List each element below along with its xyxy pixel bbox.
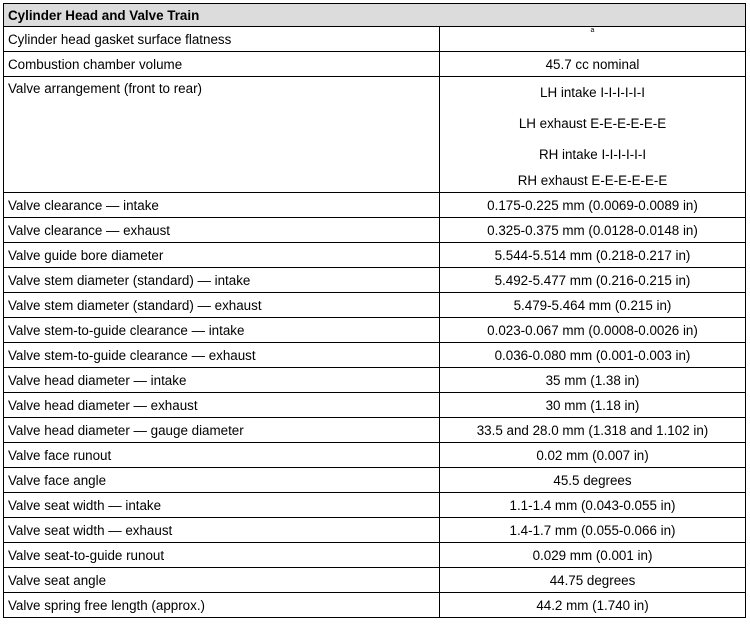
table-row — [4, 343, 746, 368]
row-value-line: RH intake I-I-I-I-I-I — [538, 147, 647, 162]
row-value: 30 mm (1.18 in) — [440, 393, 746, 418]
row-value: 1.1-1.4 mm (0.043-0.055 in) — [440, 493, 746, 518]
row-value: 0.02 mm (0.007 in) — [440, 443, 746, 468]
row-label: Valve stem-to-guide clearance — exhaust — [4, 343, 440, 368]
row-value: 0.036-0.080 mm (0.001-0.003 in) — [440, 343, 746, 368]
row-label: Valve stem-to-guide clearance — intake — [4, 318, 440, 343]
row-value: 5.492-5.477 mm (0.216-0.215 in) — [440, 268, 746, 293]
table-row — [4, 393, 746, 418]
table-row — [4, 27, 746, 52]
row-label: Valve clearance — intake — [4, 193, 440, 218]
row-value: 44.2 mm (1.740 in) — [440, 593, 746, 618]
row-value-multi — [440, 77, 746, 193]
table-row — [4, 443, 746, 468]
table-row — [4, 493, 746, 518]
row-label: Cylinder head gasket surface flatness — [4, 27, 440, 52]
table-row — [4, 593, 746, 618]
row-value-line: LH intake I-I-I-I-I-I — [540, 85, 645, 100]
table-row — [4, 193, 746, 218]
table-row — [4, 568, 746, 593]
table-row — [4, 293, 746, 318]
table-row — [4, 268, 746, 293]
row-label: Valve head diameter — gauge diameter — [4, 418, 440, 443]
table-row — [4, 52, 746, 77]
row-value: 45.5 degrees — [440, 468, 746, 493]
row-value: 44.75 degrees — [440, 568, 746, 593]
footnote-marker: a — [590, 27, 595, 34]
row-label: Valve seat angle — [4, 568, 440, 593]
table-row — [4, 418, 746, 443]
row-label: Valve seat width — exhaust — [4, 518, 440, 543]
row-value: 0.023-0.067 mm (0.0008-0.0026 in) — [440, 318, 746, 343]
row-value: 45.7 cc nominal — [440, 52, 746, 77]
row-label: Valve arrangement (front to rear) — [4, 77, 440, 193]
row-value: 0.029 mm (0.001 in) — [440, 543, 746, 568]
table-row — [4, 318, 746, 343]
table-row — [4, 468, 746, 493]
row-label: Valve seat width — intake — [4, 493, 440, 518]
row-value: 35 mm (1.38 in) — [440, 368, 746, 393]
row-label: Combustion chamber volume — [4, 52, 440, 77]
row-label: Valve head diameter — exhaust — [4, 393, 440, 418]
table-row — [4, 368, 746, 393]
table-row — [4, 518, 746, 543]
row-label: Valve face runout — [4, 443, 440, 468]
row-value-line: LH exhaust E-E-E-E-E-E — [518, 116, 667, 131]
table-row — [4, 243, 746, 268]
row-label: Valve stem diameter (standard) — intake — [4, 268, 440, 293]
row-value: 0.175-0.225 mm (0.0069-0.0089 in) — [440, 193, 746, 218]
row-value: 0.325-0.375 mm (0.0128-0.0148 in) — [440, 218, 746, 243]
row-value: 1.4-1.7 mm (0.055-0.066 in) — [440, 518, 746, 543]
row-label: Valve spring free length (approx.) — [4, 593, 440, 618]
row-label: Valve seat-to-guide runout — [4, 543, 440, 568]
spec-table — [3, 3, 746, 618]
table-row — [4, 543, 746, 568]
row-label: Valve face angle — [4, 468, 440, 493]
row-value-line: RH exhaust E-E-E-E-E-E — [517, 173, 668, 188]
table-row — [4, 77, 746, 193]
row-value — [440, 27, 746, 52]
row-value: 5.479-5.464 mm (0.215 in) — [440, 293, 746, 318]
row-label: Valve stem diameter (standard) — exhaust — [4, 293, 440, 318]
row-label: Valve clearance — exhaust — [4, 218, 440, 243]
row-label: Valve guide bore diameter — [4, 243, 440, 268]
row-label: Valve head diameter — intake — [4, 368, 440, 393]
row-value: 33.5 and 28.0 mm (1.318 and 1.102 in) — [440, 418, 746, 443]
row-value: 5.544-5.514 mm (0.218-0.217 in) — [440, 243, 746, 268]
table-row — [4, 218, 746, 243]
spec-table-container — [3, 3, 746, 618]
table-title: Cylinder Head and Valve Train — [4, 4, 746, 27]
table-title-row — [4, 4, 746, 27]
